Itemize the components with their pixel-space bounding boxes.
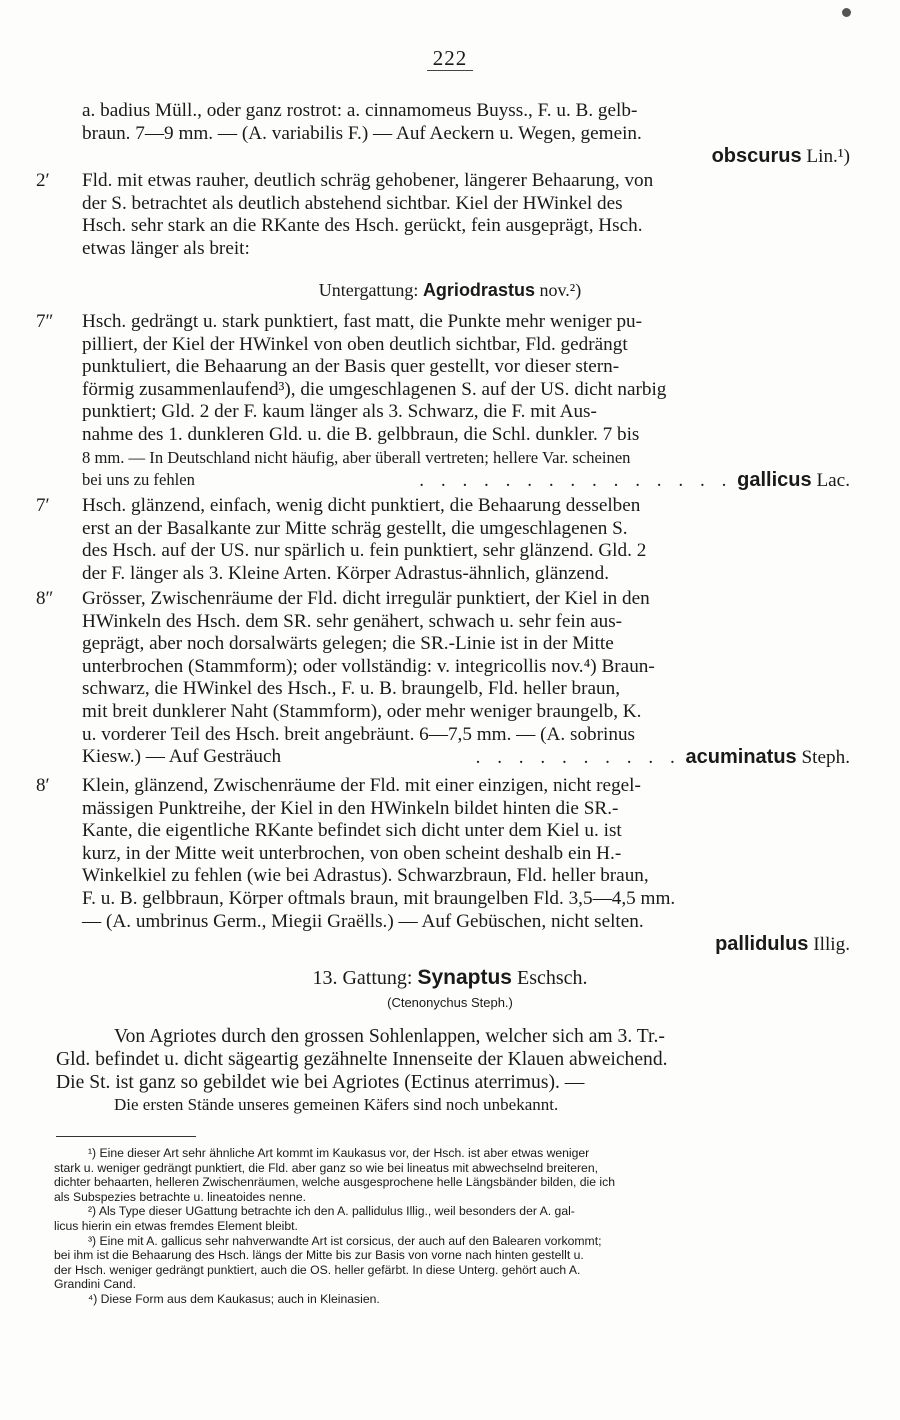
- text-line: — (A. umbrinus Germ., Miegii Graëlls.) — Auf Gebüschen, nicht selten.: [82, 910, 644, 932]
- entry-7prime: [36, 495, 850, 585]
- ink-spot: [842, 8, 851, 17]
- species-line: bei uns zu fehlen . . . . . . . . . . . . . . . gallicus Lac.: [82, 469, 850, 492]
- text-line: Klein, glänzend, Zwischenräume der Fld. mit einer einzigen, nicht regel-: [82, 775, 641, 796]
- text-line: Kante, die eigentliche RKante befindet sich dicht unter dem Kiel u. ist: [82, 820, 622, 842]
- text-line: a. badius Müll., oder ganz rostrot: a. cinnamomeus Buyss., F. u. B. gelb-: [82, 100, 638, 121]
- genus-heading: 13. Gattung: Synaptus Eschsch.: [312, 966, 588, 989]
- text-line: F. u. B. gelbbraun, Körper oftmals braun, mit braungelben Fld. 3,5—4,5 mm.: [82, 887, 676, 909]
- text-line: Fld. mit etwas rauher, deutlich schräg gehobener, längerer Behaarung, von: [82, 170, 654, 191]
- genus-synonym: (Ctenonychus Steph.): [387, 995, 513, 1010]
- species-line: [82, 145, 850, 169]
- species-author: Lin.¹): [806, 146, 850, 168]
- subgenus-heading: Untergattung: Agriodrastus nov.²): [318, 280, 582, 300]
- couplet-number: 2′: [36, 170, 50, 191]
- footnote-line: licus hierin ein etwas fremdes Element bleibt.: [54, 1218, 298, 1233]
- text-line: Gld. befindet u. dicht sägeartig gezähnelte Innenseite der Klauen abweichend.: [56, 1048, 668, 1070]
- footnote-line: stark u. weniger gedrängt punktiert, die Fld. aber ganz so wie bei lineatus mit abwechselnd breiteren,: [54, 1160, 598, 1175]
- text-line: Hsch. glänzend, einfach, wenig dicht punktiert, die Behaarung desselben: [82, 495, 641, 516]
- footnote-line: ¹) Eine dieser Art sehr ähnliche Art kommt im Kaukasus vor, der Hsch. ist aber etwas weniger: [88, 1146, 590, 1160]
- footnote-line: dichter behaarten, helleren Zwischenräumen, welche ausgesprochene helle Längsbänder bilden, die ich: [54, 1175, 615, 1190]
- text-line: u. vorderer Teil des Hsch. breit angebräunt. 6—7,5 mm. — (A. sobrinus: [82, 723, 636, 745]
- text-line: mässigen Punktreihe, der Kiel in den HWinkeln bildet hinten die SR.-: [82, 797, 619, 819]
- text-line: Winkelkiel zu fehlen (wie bei Adrastus). Schwarzbraun, Fld. heller braun,: [82, 865, 649, 887]
- species-author: Illig.: [813, 934, 850, 956]
- text-line: Von Agriotes durch den grossen Sohlenlappen, welcher sich am 3. Tr.-: [114, 1026, 665, 1047]
- species-name: gallicus: [737, 469, 812, 492]
- genus-name: Synaptus: [417, 966, 512, 989]
- text-line: der F. länger als 3. Kleine Arten. Körper Adrastus-ähnlich, glänzend.: [82, 562, 610, 584]
- text-line: mit breit dunklerer Naht (Stammform), oder mehr weniger braungelb, K.: [82, 700, 642, 722]
- species-name: acuminatus: [685, 746, 797, 769]
- text-line: nahme des 1. dunkleren Gld. u. die B. gelbbraun, die Schl. dunkler. 7 bis: [82, 423, 640, 445]
- entry-badius: [82, 100, 850, 169]
- text-line: 8 mm. — In Deutschland nicht häufig, aber überall vertreten; hellere Var. scheinen: [82, 447, 631, 467]
- text-line: förmig zusammenlaufend³), die umgeschlagenen S. auf der US. dicht narbig: [82, 378, 667, 400]
- genus-description: [56, 1026, 850, 1117]
- text-line: Grösser, Zwischenräume der Fld. dicht irregulär punktiert, der Kiel in den: [82, 588, 650, 609]
- subgenus-name: Agriodrastus: [422, 280, 535, 300]
- text-line: erst an der Basalkante zur Mitte schräg gestellt, die umgeschlagenen S.: [82, 517, 628, 539]
- text-line: des Hsch. auf der US. nur spärlich u. fein punktiert, sehr glänzend. Gld. 2: [82, 540, 647, 562]
- couplet-number: 7′: [36, 495, 50, 516]
- couplet-number: 7″: [36, 311, 54, 332]
- species-author: Lac.: [816, 470, 850, 492]
- species-author: Steph.: [801, 747, 850, 769]
- text-line: etwas länger als breit:: [82, 237, 250, 259]
- footnote-line: der Hsch. weniger gedrängt punktiert, auch die OS. heller gefärbt. In diese Unterg. gehört auch A.: [54, 1262, 581, 1277]
- text-line: Hsch. gedrängt u. stark punktiert, fast matt, die Punkte mehr weniger pu-: [82, 311, 643, 332]
- entry-2prime: [36, 170, 850, 260]
- text-line: braun. 7—9 mm. — (A. variabilis F.) — Auf Aeckern u. Wegen, gemein.: [82, 122, 642, 144]
- species-name: obscurus: [711, 145, 802, 168]
- footnote-line: als Subspezies betrachte u. lineatoides nenne.: [54, 1189, 307, 1204]
- footnote-line: Grandini Cand.: [54, 1277, 136, 1292]
- text-line: der S. betrachtet als deutlich abstehend sichtbar. Kiel der HWinkel des: [82, 192, 623, 214]
- entry-8doubleprime: [36, 588, 850, 770]
- text-line: Die ersten Stände unseres gemeinen Käfers sind noch unbekannt.: [114, 1095, 559, 1115]
- species-line: [82, 933, 850, 957]
- footnote-line: ³) Eine mit A. gallicus sehr nahverwandte Art ist corsicus, der auch auf den Balearen vorkommt;: [88, 1233, 602, 1248]
- entry-7doubleprime: [36, 311, 850, 493]
- text-line: punktuliert, die Behaarung an der Basis quer gestellt, vor dieser stern-: [82, 356, 620, 378]
- species-line: Kiesw.) — Auf Gesträuch . . . . . . . . . . acuminatus Steph.: [82, 746, 850, 769]
- text-line: punktiert; Gld. 2 der F. kaum länger als 3. Schwarz, die F. mit Aus-: [82, 401, 597, 423]
- couplet-number: 8″: [36, 588, 54, 609]
- text-line: kurz, in der Mitte weit unterbrochen, von oben scheint deshalb ein H.-: [82, 842, 622, 864]
- footnote-line: ²) Als Type dieser UGattung betrachte ich den A. pallidulus Illig., weil besonders der A. gal-: [88, 1204, 575, 1219]
- couplet-number: 8′: [36, 775, 50, 796]
- footnote-line: bei ihm ist die Behaarung des Hsch. längs der Mitte bis zur Basis von vorne nach hinten gestellt u.: [54, 1248, 584, 1263]
- text-line: HWinkeln des Hsch. dem SR. sehr genähert, schwach u. sehr fein aus-: [82, 610, 623, 632]
- entry-8prime: [36, 775, 850, 957]
- text-line: unterbrochen (Stammform); oder vollständig: v. integricollis nov.⁴) Braun-: [82, 655, 655, 677]
- text-line: Hsch. sehr stark an die RKante des Hsch. gerückt, fein ausgeprägt, Hsch.: [82, 215, 643, 237]
- species-name: pallidulus: [715, 933, 809, 956]
- text-line: geprägt, aber noch dorsalwärts gelegen; die SR.-Linie ist in der Mitte: [82, 633, 614, 655]
- text-line: Die St. ist ganz so gebildet wie bei Agriotes (Ectinus aterrimus). —: [56, 1071, 585, 1093]
- genus-author: Eschsch.: [516, 967, 588, 989]
- page-number: 222: [0, 46, 900, 71]
- footnote-line: ⁴) Diese Form aus dem Kaukasus; auch in Kleinasien.: [88, 1291, 380, 1306]
- text-line: pilliert, der Kiel der HWinkel von oben deutlich sichtbar, Fld. gedrängt: [82, 333, 628, 355]
- footnote-rule: [56, 1136, 196, 1137]
- text-line: schwarz, die HWinkel des Hsch., F. u. B. braungelb, Fld. heller braun,: [82, 678, 621, 700]
- footnotes: [54, 1146, 850, 1307]
